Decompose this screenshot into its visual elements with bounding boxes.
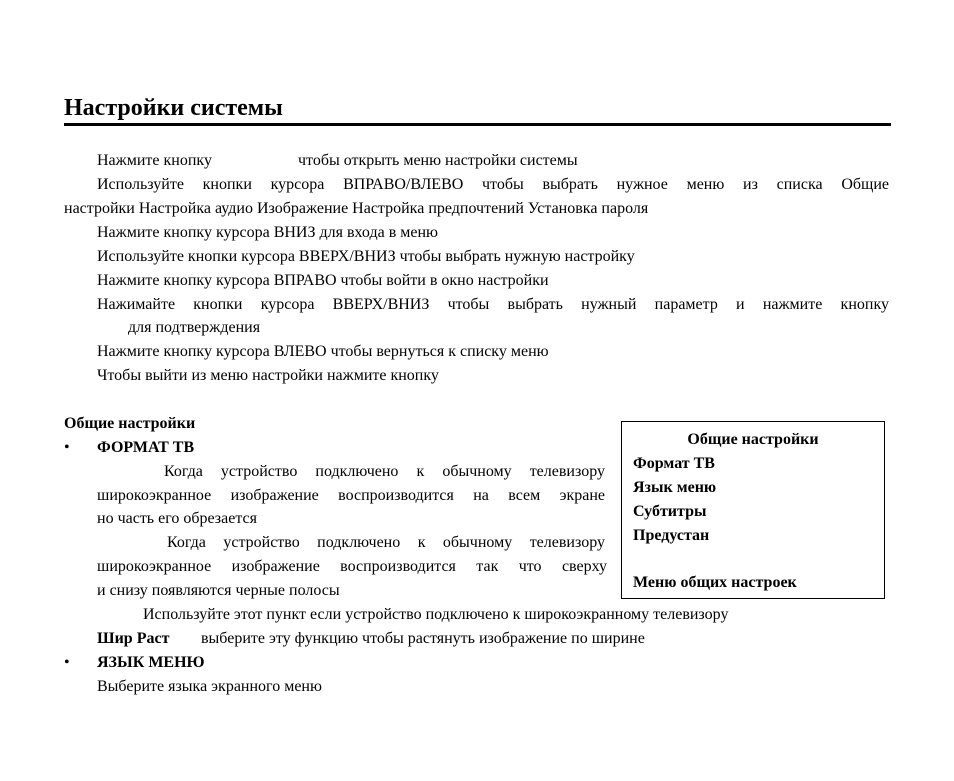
text-line: Когда устройство подключено к обычному телевизору	[164, 463, 605, 480]
menu-box-footer: Меню общих настроек	[633, 574, 797, 591]
instruction-line: Нажмите кнопку курсора ВПРАВО чтобы войти в окно настройки	[97, 272, 549, 289]
menu-item-preset: Предустан	[633, 527, 710, 544]
instruction-line: настройки Настройка аудио Изображение Настройка предпочтений Установка пароля	[64, 200, 649, 217]
text-line: широкоэкранное изображение воспроизводится так что сверху	[97, 558, 607, 575]
bullet-icon: •	[64, 439, 70, 456]
section-heading: Общие настройки	[64, 415, 196, 432]
general-settings-menu-box	[621, 421, 885, 599]
text-line: но часть его обрезается	[97, 510, 257, 527]
menu-language-text: Выберите языка экранного меню	[97, 678, 322, 695]
menu-item-menu-language: Язык меню	[633, 479, 717, 496]
menu-item-tv-format: Формат ТВ	[633, 455, 715, 472]
wide-stretch-text: выберите эту функцию чтобы растянуть изображение по ширине	[201, 630, 645, 647]
text-line: Когда устройство подключено к обычному телевизору	[167, 534, 605, 551]
instruction-line: для подтверждения	[128, 319, 261, 336]
menu-box-title: Общие настройки	[687, 431, 819, 448]
wide-stretch-label: Шир Раст	[97, 630, 170, 647]
menu-item-subtitles: Субтитры	[633, 503, 707, 520]
instruction-line: Нажмите кнопку	[97, 152, 212, 169]
menu-language-heading: ЯЗЫК МЕНЮ	[97, 654, 205, 671]
tv-format-heading: ФОРМАТ ТВ	[97, 439, 195, 456]
instruction-line: Чтобы выйти из меню настройки нажмите кнопку	[97, 367, 439, 384]
instruction-line: Нажмите кнопку курсора ВНИЗ для входа в меню	[97, 224, 438, 241]
instruction-line: Используйте кнопки курсора ВВЕРХ/ВНИЗ чтобы выбрать нужную настройку	[97, 248, 635, 265]
text-line: Используйте этот пункт если устройство подключено к широкоэкранному телевизору	[143, 606, 729, 623]
text-line: и снизу появляются черные полосы	[97, 582, 340, 599]
instruction-line: Нажимайте кнопки курсора ВВЕРХ/ВНИЗ чтобы выбрать нужный параметр и нажмите кнопку	[97, 296, 889, 313]
bullet-icon: •	[64, 654, 70, 671]
instruction-line: Используйте кнопки курсора ВПРАВО/ВЛЕВО чтобы выбрать нужное меню из списка Общие	[97, 176, 889, 193]
instruction-line: чтобы открыть меню настройки системы	[298, 152, 578, 169]
page-title: Настройки системы	[64, 93, 891, 126]
text-line: широкоэкранное изображение воспроизводится на всем экране	[97, 487, 605, 504]
instruction-line: Нажмите кнопку курсора ВЛЕВО чтобы вернуться к списку меню	[97, 343, 549, 360]
